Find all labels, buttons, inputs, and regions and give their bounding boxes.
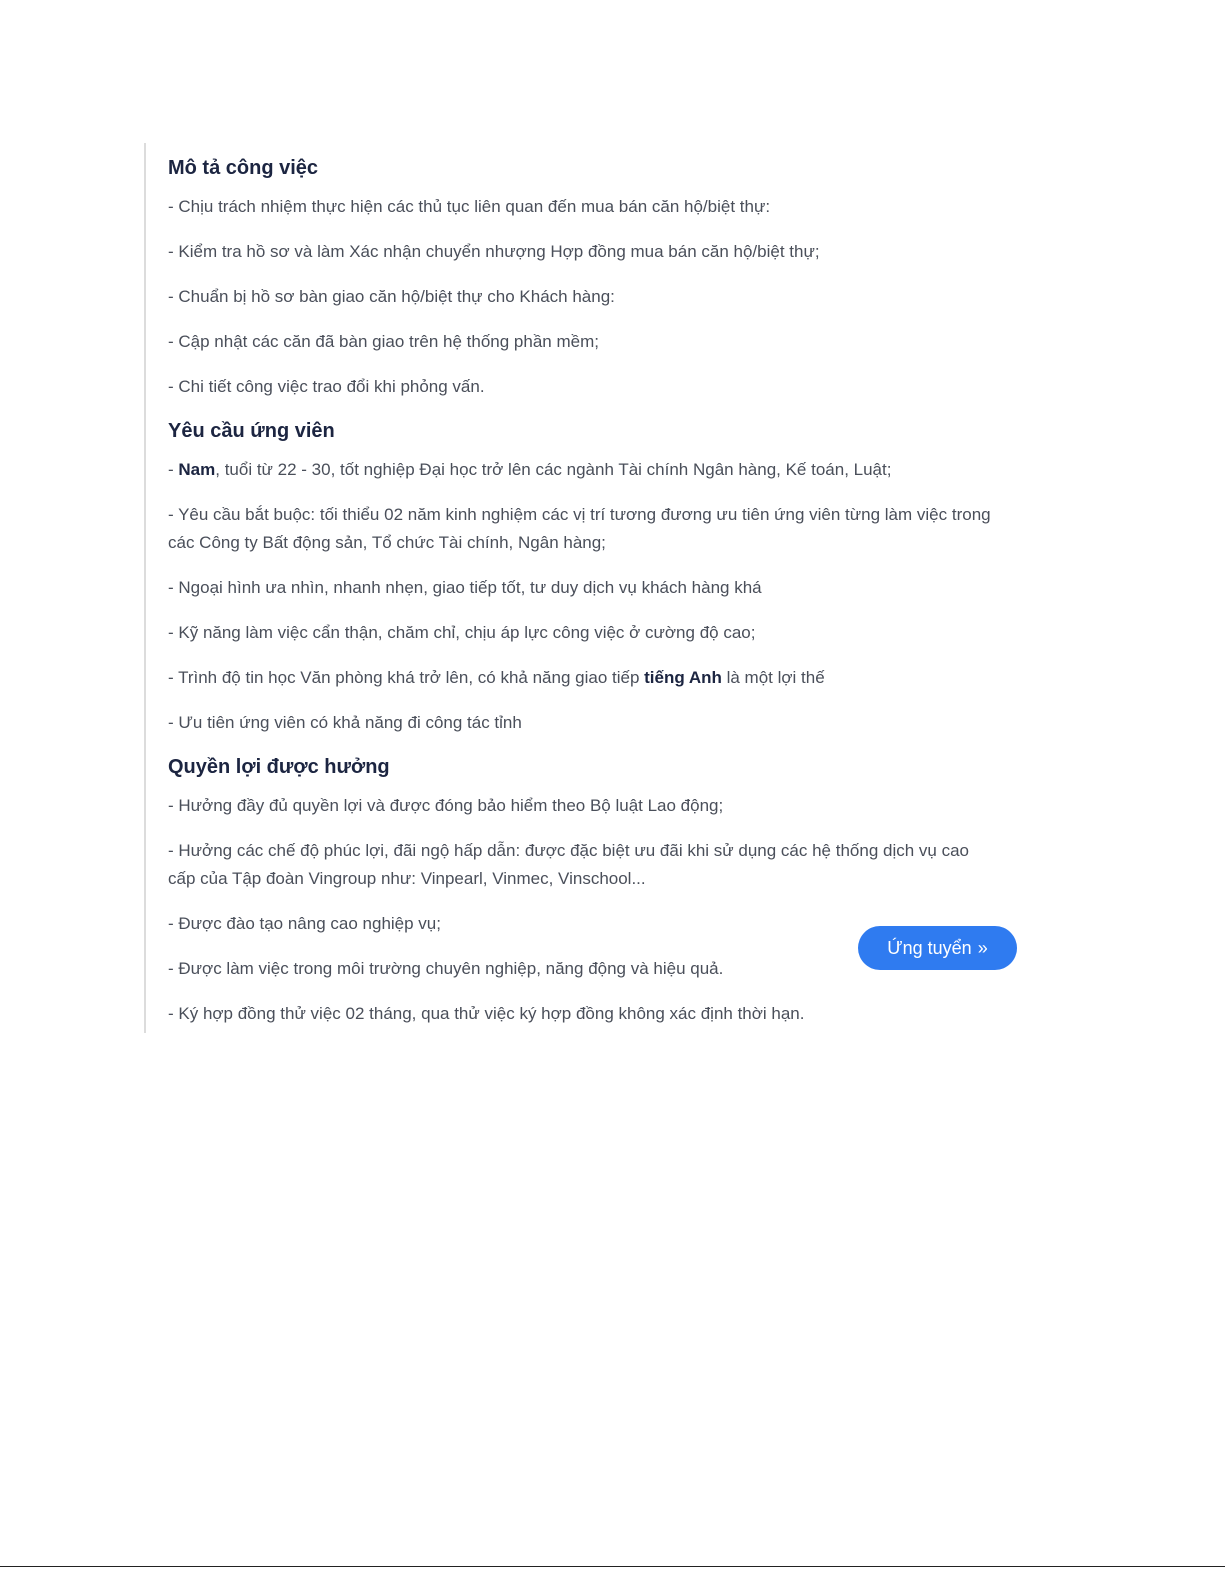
benefit-item: - Hưởng đầy đủ quyền lợi và được đóng bảo hiểm theo Bộ luật Lao động; xyxy=(168,796,724,815)
benefit-item: - Được đào tạo nâng cao nghiệp vụ; xyxy=(168,914,441,933)
requirement-item: - Ngoại hình ưa nhìn, nhanh nhẹn, giao tiếp tốt, tư duy dịch vụ khách hàng khá xyxy=(168,578,762,597)
requirement-item xyxy=(168,456,1004,484)
apply-button[interactable] xyxy=(858,926,1017,970)
description-item: - Chịu trách nhiệm thực hiện các thủ tục liên quan đến mua bán căn hộ/biệt thự: xyxy=(168,197,771,216)
description-item: - Chuẩn bị hồ sơ bàn giao căn hộ/biệt thự cho Khách hàng: xyxy=(168,287,615,306)
job-detail-content xyxy=(144,143,1004,1033)
requirement-item-prefix: - Trình độ tin học Văn phòng khá trở lên, có khả năng giao tiếp xyxy=(168,668,645,687)
requirement-item xyxy=(168,664,1004,692)
requirement-item: - Yêu cầu bắt buộc: tối thiểu 02 năm kinh nghiệm các vị trí tương đương ưu tiên ứng viên từng làm việc trong các Công ty Bất động sản, Tổ chức Tài chính, Ngân hàng; xyxy=(168,505,991,552)
benefit-item: - Ký hợp đồng thử việc 02 tháng, qua thử việc ký hợp đồng không xác định thời hạn. xyxy=(168,1004,805,1023)
requirement-item-prefix: - xyxy=(168,460,179,479)
description-item: - Kiểm tra hồ sơ và làm Xác nhận chuyển nhượng Hợp đồng mua bán căn hộ/biệt thự; xyxy=(168,242,820,261)
requirement-item-bold: Nam xyxy=(178,460,216,479)
requirement-item-text: là một lợi thế xyxy=(721,668,825,687)
section-title-requirements: Yêu cầu ứng viên xyxy=(168,420,335,442)
benefit-item: - Được làm việc trong môi trường chuyên nghiệp, năng động và hiệu quả. xyxy=(168,959,724,978)
double-chevron-right-icon: » xyxy=(977,937,988,958)
section-title-benefits: Quyền lợi được hưởng xyxy=(168,756,390,778)
description-item: - Chi tiết công việc trao đổi khi phỏng vấn. xyxy=(168,377,485,396)
requirement-item-text: , tuổi từ 22 - 30, tốt nghiệp Đại học trở lên các ngành Tài chính Ngân hàng, Kế toán, Luật; xyxy=(215,460,892,479)
benefit-item: - Hưởng các chế độ phúc lợi, đãi ngộ hấp dẫn: được đặc biệt ưu đãi khi sử dụng các hệ thống dịch vụ cao cấp của Tập đoàn Vingroup như: Vinpearl, Vinmec, Vinschool... xyxy=(168,841,970,888)
requirement-item: - Kỹ năng làm việc cẩn thận, chăm chỉ, chịu áp lực công việc ở cường độ cao; xyxy=(168,623,756,642)
apply-button-label: Ứng tuyển xyxy=(887,937,972,958)
requirement-item: - Ưu tiên ứng viên có khả năng đi công tác tỉnh xyxy=(168,713,522,732)
description-item: - Cập nhật các căn đã bàn giao trên hệ thống phần mềm; xyxy=(168,332,599,351)
page-bottom-divider xyxy=(0,1566,1225,1567)
section-title-description: Mô tả công việc xyxy=(168,157,319,179)
requirement-item-bold: tiếng Anh xyxy=(644,668,722,687)
